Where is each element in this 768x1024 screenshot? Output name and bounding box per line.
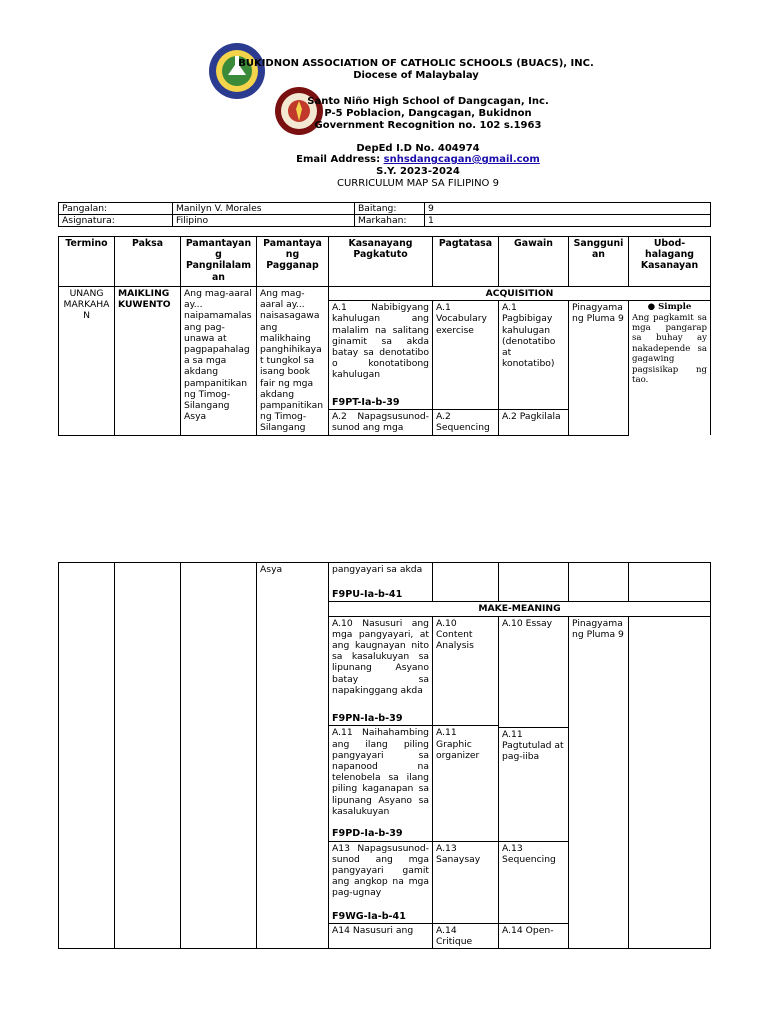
ubod-cell-cont [629,563,711,602]
paksa-cell: MAIKLING KUWENTO [115,287,181,436]
deped-id: DepEd I.D No. 404974 [356,143,480,154]
subject-value: Filipino [173,215,355,227]
a2-pagtatasa: A.2 Sequencing [433,410,499,435]
col-pagtatasa: Pagtatasa [433,237,499,287]
subject-label: Asignatura: [59,215,173,227]
a1-gawain: A.1 Pagbibigay kahulugan (denotatibo at konotatibo) [499,301,569,410]
name-label: Pangalan: [59,203,173,215]
a13-gawain: A.13 Sequencing [499,841,569,923]
a1-pagtatasa: A.1 Vocabulary exercise [433,301,499,410]
a14-pagtatasa: A.14 Critique [433,923,499,948]
termino-cell-cont [59,563,115,949]
pagganap-cell: Ang mag-aaral ay... naisasagawa ang malikhaing panghihikayat tungkol sa isang book fair ng mga akdang pampanitikan ng Timog-Silangang [257,287,329,436]
col-ubod: Ubod-halagang Kasanayan [629,237,711,287]
a2-code: F9PU-Ia-b-41 [332,589,403,601]
email-link[interactable]: snhsdangcagan@gmail.com [383,154,540,165]
termino-cell: UNANG MARKAHAN [59,287,115,436]
school-name: Santo Niño High School of Dangcagan, Inc. [307,96,549,107]
grade-label: Baitang: [355,203,425,215]
a11-code: F9PD-Ia-b-39 [329,827,433,841]
grade-value: 9 [425,203,711,215]
school-address: P-5 Poblacion, Dangcagan, Bukidnon [324,108,532,119]
school-year: S.Y. 2023-2024 [376,166,460,177]
info-table [58,202,711,227]
email-label: Email Address: [296,154,384,165]
government-recognition: Government Recognition no. 102 s.1963 [314,120,542,131]
quarter-label: Markahan: [355,215,425,227]
a11-pagtatasa: A.11 Graphic organizer [433,726,499,841]
a13-code: F9WG-Ia-b-41 [332,910,406,922]
a10-kasanayan: A.10 Nasusuri ang mga pangyayari, at ang kaugnayan nito sa kasalukuyan sa lipunang Asyano batay sa napakinggang akda [329,616,433,712]
a14-gawain: A.14 Open- [499,923,569,948]
col-gawain: Gawain [499,237,569,287]
pagganap-cell-cont: Asya [257,563,329,949]
a1-kasanayan: A.1 Nabibigyang kahulugan ang malalim na salitang ginamit sa akda batay sa denotatibo o konotatibong kahulugan [329,301,433,396]
a2-kasanayan: A.2 Napagsusunod-sunod ang mga [329,410,433,435]
a11-gawain: A.11 Pagtutulad at pag-iiba [499,727,568,841]
a11-kasanayan: A.11 Naihahambing ang ilang piling pangyayari sa napanood na telenobela sa ilang piling kaganapan sa lipunang Asyano sa kasalukuyan [329,726,433,828]
col-pangnilalaman: Pamantayang Pangnilalaman [181,237,257,287]
a10-pagtatasa: A.10 Content Analysis [433,616,499,726]
col-kasanayan: Kasanayang Pagkatuto [329,237,433,287]
curriculum-table-page1 [58,236,711,436]
ubod-cell [629,301,711,435]
a10-code: F9PN-Ia-b-39 [329,712,433,726]
a2-kasanayan-cont: pangyayari sa akda F9PU-Ia-b-41 [329,563,433,602]
bullet-icon: ● [647,302,656,313]
col-termino: Termino [59,237,115,287]
ubod-text: Ang pagkamit sa mga pangarap sa buhay ay nakadepende sa gagawing pagsisikap ng tao. [632,312,707,386]
ubod-title: Simple [658,302,692,313]
section-make-meaning: MAKE-MEANING [329,602,711,616]
pangnilalaman-cell-cont [181,563,257,949]
a2-gawain-cont [499,563,569,602]
pangnilalaman-cell: Ang mag-aaral ay... naipamamalas ang pag-unawa at pagpapahalaga sa mga akdang pampanitikan ng Timog-Silangang Asya [181,287,257,436]
a10-gawain: A.10 Essay [502,617,553,629]
a2-gawain: A.2 Pagkilala [499,410,569,435]
ubod-cell-page2 [629,616,711,949]
col-paksa: Paksa [115,237,181,287]
quarter-value: 1 [425,215,711,227]
a14-kasanayan: A14 Nasusuri ang [329,923,433,948]
curriculum-table-page2 [58,562,711,949]
a13-pagtatasa: A.13 Sanaysay [433,841,499,923]
col-sanggunian: Sanggunian [569,237,629,287]
col-pagganap: Pamantayang Pagganap [257,237,329,287]
paksa-cell-cont [115,563,181,949]
name-value: Manilyn V. Morales [173,203,355,215]
a2-pagtatasa-cont [433,563,499,602]
a10-sanggunian: Pinagyamang Pluma 9 [569,616,629,949]
document-title: CURRICULUM MAP SA FILIPINO 9 [337,178,499,189]
a2-sanggunian-cont [569,563,629,602]
gawain-group [499,616,569,841]
a1-code: F9PT-Ia-b-39 [329,396,433,410]
email-line [0,154,768,166]
section-acquisition: ACQUISITION [329,287,711,301]
a1-sanggunian: Pinagyamang Pluma 9 [569,301,629,435]
diocese: Diocese of Malaybalay [353,70,479,81]
org-name: BUKIDNON ASSOCIATION OF CATHOLIC SCHOOLS (BUACS), INC. [238,58,594,69]
a13-kasanayan: A13 Napagsusunod-sunod ang mga pangyayari gamit ang angkop na mga pag-ugnay F9WG-Ia-b-41 [329,841,433,923]
